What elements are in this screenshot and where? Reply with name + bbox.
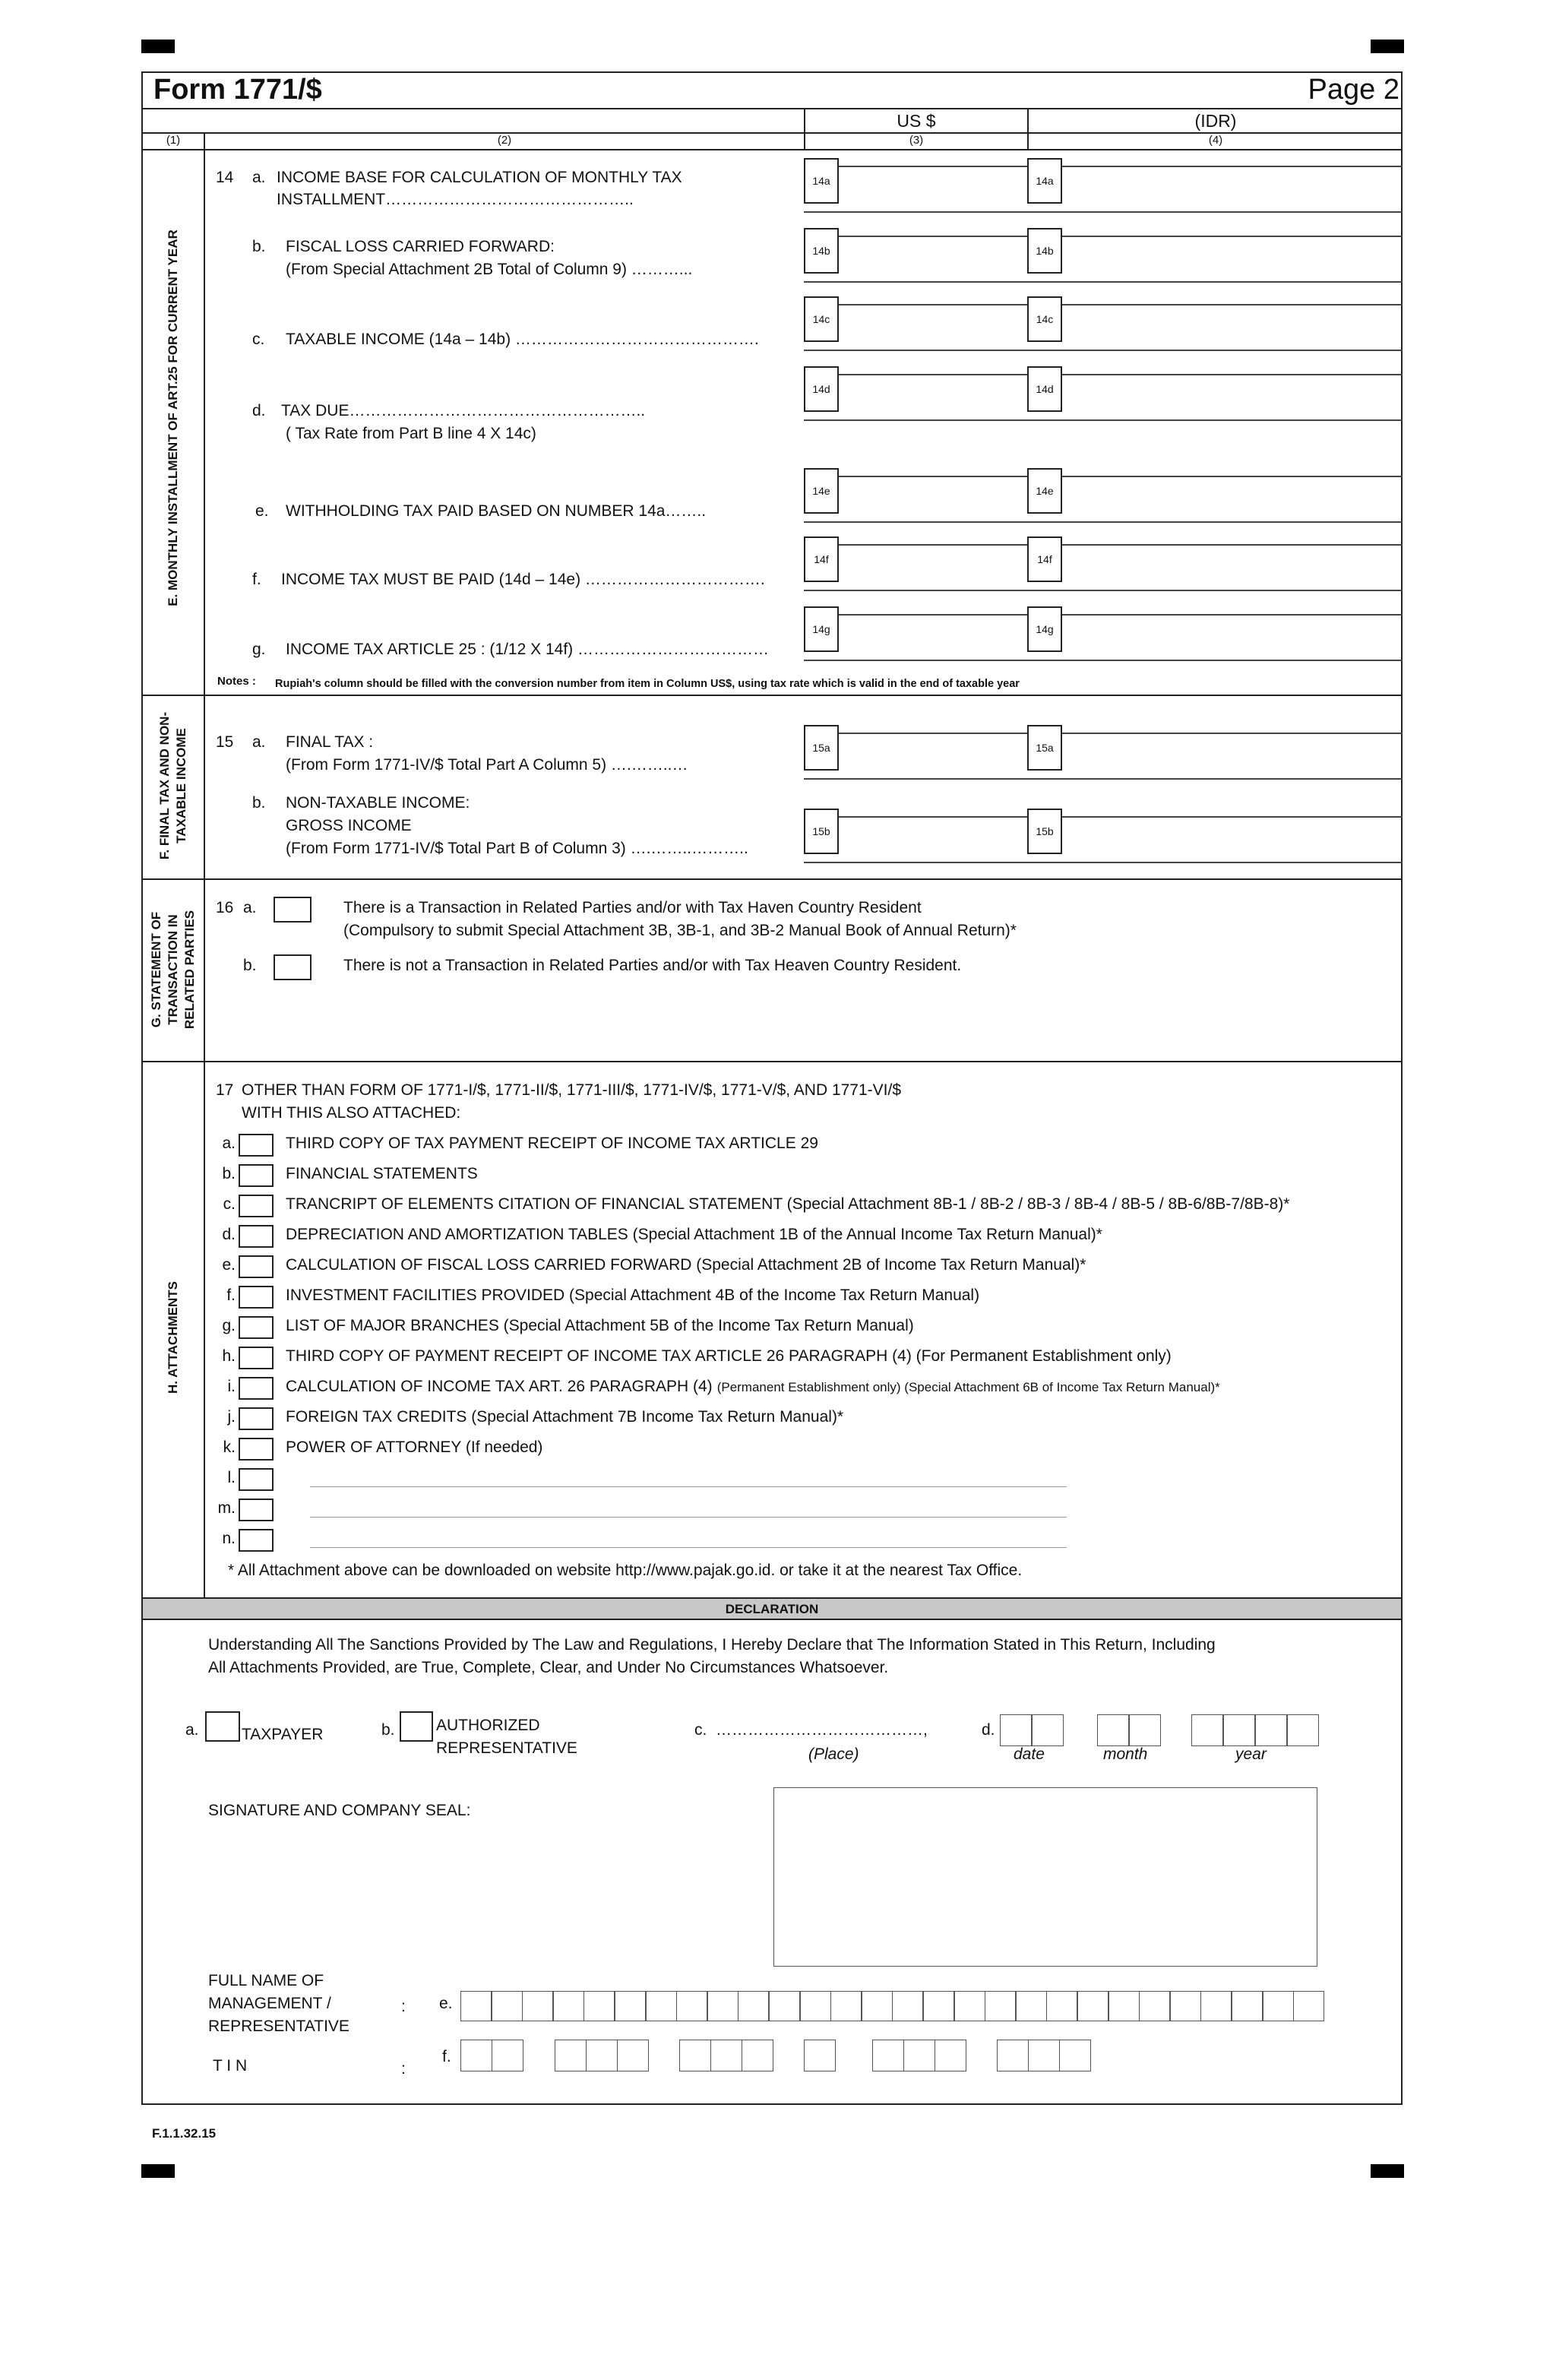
column-number-2: (2) [497,134,512,147]
attachment-checkbox-i[interactable] [239,1377,274,1400]
full-name-char-box[interactable] [492,1991,523,2021]
item-16a-label: There is a Transaction in Related Parties and/or with Tax Haven Country Resident [343,899,922,916]
field-code: 14g [804,606,839,652]
attachments-intro: OTHER THAN FORM OF 1771-I/$, 1771-II/$, 1771-III/$, 1771-IV/$, 1771-V/$, AND 1771-VI/$ [242,1081,902,1099]
field-14e-idr[interactable] [1027,476,1403,523]
tin-digit-box[interactable] [935,2040,966,2071]
checkbox-16a[interactable] [274,897,312,923]
tin-digit-box[interactable] [679,2040,711,2071]
attachment-letter: n. [222,1530,236,1547]
attachment-checkbox-f[interactable] [239,1286,274,1309]
full-name-char-box[interactable] [676,1991,707,2021]
field-code: 14f [1027,536,1062,582]
section-h-title: H. ATTACHMENTS [165,1281,180,1394]
field-14a-usd[interactable] [804,166,1027,213]
year-digit-box[interactable] [1287,1714,1319,1746]
registration-mark-top-right [1371,40,1404,53]
field-14g-idr[interactable] [1027,614,1403,661]
attachment-checkbox-c[interactable] [239,1195,274,1217]
item-14b-letter: b. [252,238,266,255]
attachment-letter: a. [222,1135,236,1152]
tin-digit-box[interactable] [555,2040,587,2071]
item-14d-label-2: ( Tax Rate from Part B line 4 X 14c) [286,425,536,442]
field-code: 14g [1027,606,1062,652]
colon: : [401,2060,406,2078]
item-15a-label-2: (From Form 1771-IV/$ Total Part A Column 5) ….……..… [286,756,688,774]
attachment-label-text: THIRD COPY OF PAYMENT RECEIPT OF INCOME TAX ARTICLE 26 PARAGRAPH (4) (For Permanent Establishment only) [286,1347,1172,1365]
item-14a-letter: a. [252,169,266,186]
checkbox-authorized-representative[interactable] [400,1711,433,1742]
attachment-label-text: DEPRECIATION AND AMORTIZATION TABLES (Special Attachment 1B of the Annual Income Tax Return Manual)* [286,1226,1102,1243]
attachment-letter: j. [227,1408,236,1426]
full-name-char-box[interactable] [1263,1991,1294,2021]
attachment-letter: e. [222,1256,236,1274]
field-14b-usd[interactable] [804,236,1027,283]
checkbox-taxpayer[interactable] [205,1711,240,1742]
tin-digit-box[interactable] [872,2040,904,2071]
attachment-letter: b. [222,1165,236,1182]
item-14a-label-2: INSTALLMENT……………………………………….. [277,191,634,208]
field-15a-usd[interactable] [804,733,1027,780]
full-name-char-box[interactable] [1170,1991,1201,2021]
authorized-label-2: REPRESENTATIVE [436,1739,577,1757]
attachment-letter: l. [227,1469,236,1486]
attachment-label [286,1406,843,1428]
section-g-title-line1: G. STATEMENT OF [148,911,163,1028]
notes-label: Notes : [217,675,256,688]
item-14c-label: TAXABLE INCOME (14a – 14b) ………………………………………. [286,331,759,348]
field-15a-idr[interactable] [1027,733,1403,780]
tin-digit-box[interactable] [1028,2040,1060,2071]
attachments-footnote: * All Attachment above can be downloaded on website http://www.pajak.go.id. or take it at the nearest Tax Office. [228,1562,1023,1579]
attachment-checkbox-m[interactable] [239,1499,274,1521]
attachment-checkbox-h[interactable] [239,1347,274,1369]
item-15b-label-2: GROSS INCOME [286,817,412,834]
section-f-title [157,712,190,859]
attachment-checkbox-g[interactable] [239,1316,274,1339]
attachment-letter: f. [226,1287,236,1304]
tin-digit-box[interactable] [617,2040,649,2071]
attachment-label-text: FINANCIAL STATEMENTS [286,1165,478,1182]
full-name-char-box[interactable] [522,1991,553,2021]
attachment-label [286,1345,1172,1367]
item-14c-letter: c. [252,331,265,348]
signature-label: SIGNATURE AND COMPANY SEAL: [208,1802,471,1819]
declaration-text-2: All Attachments Provided, are True, Complete, Clear, and Under No Circumstances Whatsoever. [208,1659,889,1676]
attachment-label [286,1193,1289,1215]
field-code: 14b [804,228,839,274]
full-name-char-box[interactable] [862,1991,893,2021]
field-14d-usd[interactable] [804,374,1027,421]
blank-line-l[interactable] [310,1486,1067,1487]
tin-digit-box[interactable] [1059,2040,1091,2071]
full-name-label-3: REPRESENTATIVE [208,2018,349,2035]
full-name-char-box[interactable] [584,1991,615,2021]
field-14a-idr[interactable] [1027,166,1403,213]
attachment-letter: i. [227,1378,236,1395]
item-16-number: 16 [216,899,234,916]
section-e-title: E. MONTHLY INSTALLMENT OF ART.25 FOR CURRENT YEAR [165,229,180,606]
section-g-title-line3: RELATED PARTIES [182,910,198,1030]
item-14a-label: INCOME BASE FOR CALCULATION OF MONTHLY TAX [277,169,682,186]
field-code: 14c [804,296,839,342]
full-name-char-box[interactable] [769,1991,800,2021]
field-code: 14b [1027,228,1062,274]
item-14b-label-2: (From Special Attachment 2B Total of Column 9) ………... [286,261,693,278]
attachment-letter: d. [222,1226,236,1243]
full-name-char-box[interactable] [1016,1991,1047,2021]
full-name-char-box[interactable] [646,1991,677,2021]
place-caption: (Place) [808,1745,859,1763]
item-15a-letter: a. [252,733,266,751]
full-name-char-box[interactable] [1108,1991,1140,2021]
full-name-char-box[interactable] [1046,1991,1077,2021]
full-name-char-box[interactable] [1200,1991,1232,2021]
full-name-letter: e. [439,1995,453,2012]
page-number: Page 2 [1308,74,1399,106]
attachment-label-text: CALCULATION OF FISCAL LOSS CARRIED FORWARD (Special Attachment 2B of Income Tax Return Manual)* [286,1256,1086,1274]
year-digit-box[interactable] [1223,1714,1255,1746]
field-code: 14a [1027,158,1062,204]
field-code: 15a [804,725,839,771]
attachment-letter: m. [217,1499,236,1517]
full-name-char-box[interactable] [830,1991,862,2021]
field-14d-idr[interactable] [1027,374,1403,421]
attachment-label [286,1223,1102,1245]
field-code: 14c [1027,296,1062,342]
attachment-label-text: LIST OF MAJOR BRANCHES (Special Attachment 5B of the Income Tax Return Manual) [286,1317,914,1334]
item-15b-letter: b. [252,794,266,812]
attachment-label [286,1375,1220,1397]
attachment-checkbox-j[interactable] [239,1407,274,1430]
attachment-label [286,1254,1086,1276]
column-number-1: (1) [166,134,181,147]
full-name-char-box[interactable] [1139,1991,1170,2021]
field-code: 14d [804,366,839,412]
attachment-letter: g. [222,1317,236,1334]
blank-line-n[interactable] [310,1547,1067,1548]
item-15a-label: FINAL TAX : [286,733,374,751]
field-code: 15a [1027,725,1062,771]
full-name-label: FULL NAME OF [208,1972,324,1989]
section-f-title-line2: TAXABLE INCOME [174,728,188,843]
full-name-char-box[interactable] [923,1991,954,2021]
field-code: 15b [804,809,839,854]
attachment-label [286,1284,979,1306]
field-14c-idr[interactable] [1027,304,1403,351]
item-15b-label: NON-TAXABLE INCOME: [286,794,470,812]
taxpayer-label: TAXPAYER [242,1726,324,1743]
year-digit-box[interactable] [1191,1714,1223,1746]
tin-letter: f. [442,2048,451,2065]
full-name-char-box[interactable] [800,1991,831,2021]
item-14-number: 14 [216,169,234,186]
field-15b-usd[interactable] [804,816,1027,863]
checkbox-16b[interactable] [274,954,312,980]
tin-digit-box[interactable] [997,2040,1029,2071]
column-header-usd: US $ [897,111,936,131]
tin-digit-box[interactable] [804,2040,836,2071]
full-name-char-box[interactable] [707,1991,738,2021]
item-14e-label: WITHHOLDING TAX PAID BASED ON NUMBER 14a…….. [286,502,707,520]
attachment-label [286,1132,818,1154]
attachment-checkbox-n[interactable] [239,1529,274,1552]
attachment-letter: h. [222,1347,236,1365]
registration-mark-bottom-left [141,2164,175,2178]
field-code: 14f [804,536,839,582]
attachment-letter: c. [223,1195,236,1213]
full-name-char-box[interactable] [1077,1991,1108,2021]
place-letter: c. [694,1721,707,1739]
attachment-label [286,1315,914,1337]
item-14g-label: INCOME TAX ARTICLE 25 : (1/12 X 14f) ……………………………… [286,641,769,658]
tin-digit-box[interactable] [492,2040,523,2071]
attachment-checkbox-d[interactable] [239,1225,274,1248]
attachment-label-note: (Permanent Establishment only) (Special Attachment 6B of Income Tax Return Manual)* [716,1380,1220,1394]
attachment-label-text: FOREIGN TAX CREDITS (Special Attachment 7B Income Tax Return Manual)* [286,1408,844,1426]
full-name-char-box[interactable] [615,1991,646,2021]
colon: : [401,1998,406,2015]
date-caption: date [1014,1745,1045,1763]
field-code: 14d [1027,366,1062,412]
section-f-title-line1: F. FINAL TAX AND NON- [157,711,172,860]
attachment-label-text: CALCULATION OF INCOME TAX ART. 26 PARAGRAPH (4) [286,1378,713,1395]
attachment-checkbox-b[interactable] [239,1164,274,1187]
full-name-char-box[interactable] [553,1991,584,2021]
field-code: 14a [804,158,839,204]
field-code: 15b [1027,809,1062,854]
attachment-checkbox-e[interactable] [239,1255,274,1278]
authorized-label: AUTHORIZED [436,1717,540,1734]
full-name-char-box[interactable] [460,1991,492,2021]
attachment-label [286,1436,542,1458]
attachments-intro-2: WITH THIS ALSO ATTACHED: [242,1104,461,1122]
item-14d-label: TAX DUE……………………………………………….. [281,402,646,419]
registration-mark-bottom-right [1371,2164,1404,2178]
full-name-char-box[interactable] [1293,1991,1324,2021]
field-14b-idr[interactable] [1027,236,1403,283]
field-14g-usd[interactable] [804,614,1027,661]
year-caption: year [1235,1745,1267,1763]
item-14f-letter: f. [252,571,261,588]
date-digit-box[interactable] [1000,1714,1032,1746]
item-14e-letter: e. [255,502,269,520]
month-digit-box[interactable] [1097,1714,1129,1746]
form-title: Form 1771/$ [153,74,322,106]
field-14c-usd[interactable] [804,304,1027,351]
tin-digit-box[interactable] [742,2040,773,2071]
column-number-3: (3) [909,134,924,147]
item-16a-label-2: (Compulsory to submit Special Attachment 3B, 3B-1, and 3B-2 Manual Book of Annual Return)* [343,922,1017,939]
full-name-char-box[interactable] [738,1991,769,2021]
tin-digit-box[interactable] [586,2040,618,2071]
tin-label: T I N [213,2057,248,2075]
taxpayer-letter: a. [185,1721,199,1739]
attachment-checkbox-a[interactable] [239,1134,274,1157]
full-name-char-box[interactable] [985,1991,1016,2021]
column-number-4: (4) [1208,134,1223,147]
full-name-label-2: MANAGEMENT / [208,1995,331,2012]
declaration-text: Understanding All The Sanctions Provided by The Law and Regulations, I Hereby Declare that The Information Stated in This Return, Including [208,1636,1216,1654]
item-16b-letter: b. [243,957,257,974]
attachment-label-text: INVESTMENT FACILITIES PROVIDED (Special Attachment 4B of the Income Tax Return Manual) [286,1287,980,1304]
attachment-checkbox-l[interactable] [239,1468,274,1491]
field-code: 14e [1027,468,1062,514]
attachment-label-text: TRANCRIPT OF ELEMENTS CITATION OF FINANCIAL STATEMENT (Special Attachment 8B-1 / 8B-2 / 8B-3 / 8B-4 / 8B-5 / 8B-6/8B-7/8B-8)* [286,1195,1290,1213]
section-g-title [148,910,198,1029]
attachment-letter: k. [223,1438,236,1456]
date-digit-box[interactable] [1032,1714,1064,1746]
field-code: 14e [804,468,839,514]
declaration-title: DECLARATION [725,1602,819,1616]
item-15-number: 15 [216,733,234,751]
full-name-char-box[interactable] [892,1991,923,2021]
attachment-label [286,1163,478,1185]
item-14g-letter: g. [252,641,266,658]
place-input[interactable]: …………………………………, [716,1721,928,1739]
field-14f-usd[interactable] [804,544,1027,591]
month-digit-box[interactable] [1129,1714,1161,1746]
month-caption: month [1103,1745,1148,1763]
registration-mark-top-left [141,40,175,53]
full-name-char-box[interactable] [1232,1991,1263,2021]
item-16b-label: There is not a Transaction in Related Parties and/or with Tax Heaven Country Resident. [343,957,962,974]
attachment-checkbox-k[interactable] [239,1438,274,1461]
item-17-number: 17 [216,1081,234,1099]
section-g-title-line2: TRANSACTION IN [165,914,180,1025]
tin-digit-box[interactable] [460,2040,492,2071]
year-digit-box[interactable] [1255,1714,1287,1746]
full-name-char-box[interactable] [954,1991,985,2021]
item-14b-label: FISCAL LOSS CARRIED FORWARD: [286,238,555,255]
column-header-idr: (IDR) [1194,111,1237,131]
item-16a-letter: a. [243,899,257,916]
attachment-label-text: THIRD COPY OF TAX PAYMENT RECEIPT OF INCOME TAX ARTICLE 29 [286,1135,818,1152]
tin-digit-box[interactable] [710,2040,742,2071]
field-14f-idr[interactable] [1027,544,1403,591]
field-15b-idr[interactable] [1027,816,1403,863]
date-letter: d. [982,1721,995,1739]
form-code: F.1.1.32.15 [152,2126,217,2141]
blank-line-m[interactable] [310,1517,1067,1518]
item-15b-label-3: (From Form 1771-IV/$ Total Part B of Column 3) ….……..……….. [286,840,748,857]
tin-digit-box[interactable] [903,2040,935,2071]
signature-box[interactable] [773,1787,1317,1967]
attachment-label-text: POWER OF ATTORNEY (If needed) [286,1438,543,1456]
field-14e-usd[interactable] [804,476,1027,523]
item-14f-label: INCOME TAX MUST BE PAID (14d – 14e) ……………………………. [281,571,765,588]
item-14d-letter: d. [252,402,266,419]
representative-letter: b. [381,1721,395,1739]
notes-text: Rupiah's column should be filled with the conversion number from item in Column US$, using tax rate which is valid in the end of taxable year [275,678,1020,690]
